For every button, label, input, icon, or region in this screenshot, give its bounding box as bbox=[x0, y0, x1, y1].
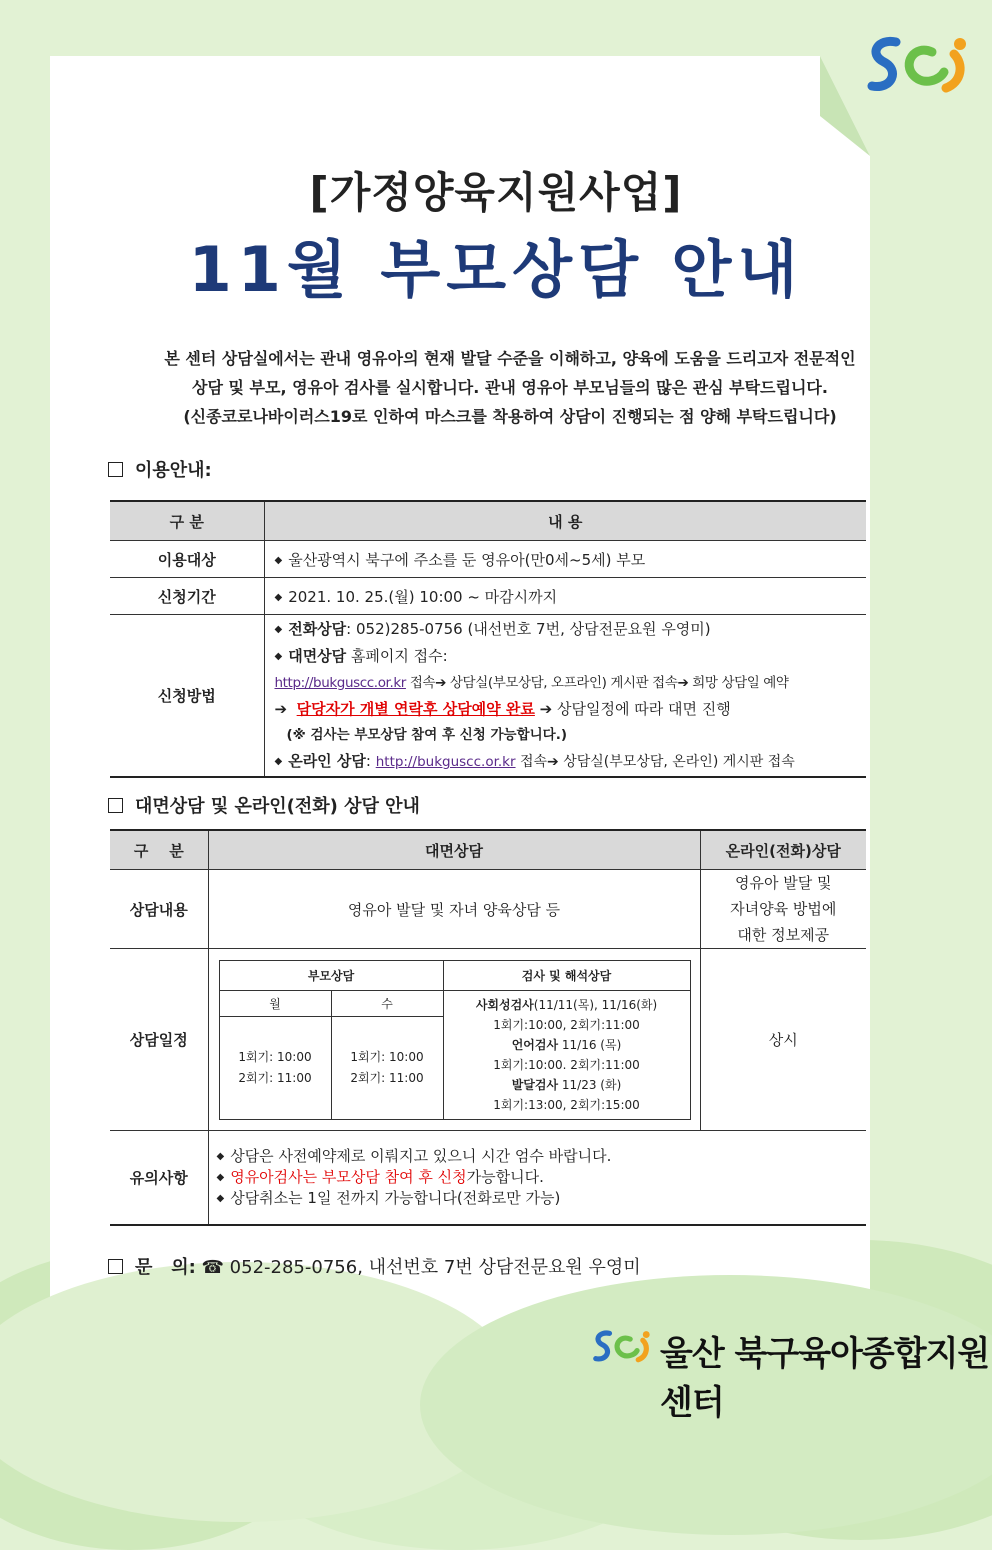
arrow-icon: ➔ bbox=[274, 700, 288, 718]
visit-label: 대면상담 bbox=[288, 647, 347, 665]
test-schedule bbox=[443, 990, 690, 1119]
social-test-label: 사회성검사 bbox=[475, 997, 534, 1012]
contact-phone[interactable]: 052-285-0756 bbox=[229, 1257, 358, 1278]
note-item bbox=[217, 1167, 867, 1188]
row-label: 이용대상 bbox=[110, 541, 264, 578]
section-heading-usage bbox=[108, 456, 212, 482]
intro-line: 본 센터 상담실에서는 관내 영유아의 현재 발달 수준을 이해하고, 양육에 도움을 드리고자 전문적인 bbox=[164, 349, 856, 368]
bullet-diamond-icon: ◆ bbox=[274, 554, 283, 566]
bullet-diamond-icon: ◆ bbox=[274, 591, 283, 603]
bullet-diamond-icon: ◆ bbox=[216, 1150, 225, 1162]
social-test bbox=[444, 995, 690, 1015]
intro-line: (신종코로나바이러스19로 인하여 마스크를 착용하여 상담이 진행되는 점 양해 부탁드립니다) bbox=[183, 407, 837, 426]
contact-text: ➔ 상담일정에 따라 대면 진행 bbox=[539, 700, 731, 718]
contact-line bbox=[108, 1253, 641, 1279]
contact-detail: , 내선번호 7번 상담전문요원 우영미 bbox=[357, 1257, 641, 1278]
intro-line: 상담 및 부모, 영유아 검사를 실시합니다. 관내 영유아 부모님들의 많은 관심 부탁드립니다. bbox=[192, 378, 828, 397]
homepage-link[interactable]: http://bukguscc.or.kr bbox=[375, 754, 516, 770]
section-heading-text: 대면상담 및 온라인(전화) 상담 안내 bbox=[135, 796, 420, 817]
section-heading-counseling bbox=[108, 792, 420, 818]
wednesday-sessions bbox=[331, 1017, 443, 1119]
bullet-diamond-icon: ◆ bbox=[216, 1192, 225, 1204]
schedule-online: 상시 bbox=[700, 949, 866, 1131]
column-header: 온라인(전화)상담 bbox=[700, 830, 866, 870]
method-contact bbox=[275, 696, 867, 722]
row-label: 상담일정 bbox=[110, 949, 208, 1131]
language-test-times: 1회기:10:00. 2회기:11:00 bbox=[493, 1057, 640, 1072]
phone-icon: ☎ bbox=[201, 1257, 224, 1278]
contact-highlight: 담당자가 개별 연락후 상담예약 완료 bbox=[296, 700, 535, 718]
organization-name: 울산 북구육아종합지원센터 bbox=[660, 1334, 990, 1423]
inner-header: 검사 및 해석상담 bbox=[443, 960, 690, 990]
intro-paragraph bbox=[90, 344, 930, 431]
phone-label: 전화상담 bbox=[288, 620, 347, 638]
period-text: 2021. 10. 25.(월) 10:00 ~ 마감시까지 bbox=[288, 587, 558, 606]
usage-table bbox=[110, 500, 866, 778]
bullet-diamond-icon: ◆ bbox=[274, 756, 283, 767]
inner-header: 부모상담 bbox=[219, 960, 443, 990]
title-category: [가정양육지원사업] bbox=[309, 168, 683, 217]
method-online bbox=[275, 748, 867, 775]
page-title: 11월 부모상담 안내 bbox=[188, 233, 804, 306]
row-label: 상담내용 bbox=[110, 870, 208, 949]
note-item bbox=[217, 1146, 867, 1167]
phone-text: : 052)285-0756 (내선번호 7번, 상담전문요원 우영미) bbox=[346, 620, 711, 638]
content-face: 영유아 발달 및 자녀 양육상담 등 bbox=[208, 870, 700, 949]
day-wednesday: 수 bbox=[331, 990, 443, 1017]
session-time: 1회기: 10:00 bbox=[350, 1049, 424, 1064]
checkbox-square-icon bbox=[108, 462, 123, 477]
development-test-label: 발달검사 bbox=[511, 1077, 559, 1092]
content-online-line: 자녀양육 방법에 bbox=[730, 900, 837, 918]
online-label: 온라인 상담 bbox=[288, 752, 366, 770]
online-colon: : bbox=[365, 752, 376, 770]
development-test-dates: 11/23 (화) bbox=[558, 1077, 622, 1092]
bullet-diamond-icon: ◆ bbox=[274, 651, 283, 662]
target-text: 울산광역시 북구에 주소를 둔 영유아(만0세~5세) 부모 bbox=[288, 550, 646, 569]
visit-steps-text: 접속➔ 상담실(부모상담, 오프라인) 게시판 접속➔ 희망 상담일 예약 bbox=[405, 675, 789, 691]
row-label: 신청기간 bbox=[110, 578, 264, 615]
column-header: 구 분 bbox=[110, 830, 208, 870]
column-header: 대면상담 bbox=[208, 830, 700, 870]
session-time: 2회기: 11:00 bbox=[350, 1070, 424, 1085]
center-logo-icon bbox=[590, 1318, 656, 1378]
language-test-label: 언어검사 bbox=[511, 1037, 559, 1052]
development-test-times: 1회기:13:00, 2회기:15:00 bbox=[493, 1097, 640, 1112]
bullet-diamond-icon: ◆ bbox=[274, 624, 283, 635]
language-test bbox=[444, 1035, 690, 1055]
center-logo-icon bbox=[862, 30, 977, 105]
row-value bbox=[264, 541, 866, 578]
row-value bbox=[264, 578, 866, 615]
checkbox-square-icon bbox=[108, 1259, 123, 1274]
note-item bbox=[217, 1188, 867, 1209]
method-phone bbox=[275, 616, 867, 643]
session-time: 2회기: 11:00 bbox=[238, 1070, 312, 1085]
development-test bbox=[444, 1075, 690, 1095]
language-test-dates: 11/16 (목) bbox=[558, 1037, 622, 1052]
visit-text: 홈페이지 접수: bbox=[346, 647, 448, 665]
social-test-dates: (11/11(목), 11/16(화) bbox=[533, 997, 658, 1012]
counseling-table bbox=[110, 829, 866, 1226]
checkbox-square-icon bbox=[108, 798, 123, 813]
social-test-times: 1회기:10:00, 2회기:11:00 bbox=[493, 1017, 640, 1032]
content-online-line: 대한 정보제공 bbox=[737, 926, 830, 944]
content-online bbox=[700, 870, 866, 949]
note-text: 상담취소는 1일 전까지 가능합니다(전화로만 가능) bbox=[230, 1188, 561, 1207]
row-value bbox=[264, 615, 866, 778]
notes-cell bbox=[208, 1131, 866, 1225]
bullet-diamond-icon: ◆ bbox=[216, 1171, 225, 1183]
method-visit-steps bbox=[275, 670, 867, 696]
note-text: 가능합니다. bbox=[466, 1167, 544, 1186]
section-heading-text: 이용안내: bbox=[135, 460, 212, 481]
contact-label: 문 의: bbox=[135, 1257, 196, 1278]
note-highlight: 영유아검사는 부모상담 참여 후 신청 bbox=[230, 1167, 467, 1186]
method-note: (※ 검사는 부모상담 참여 후 신청 가능합니다.) bbox=[286, 727, 567, 743]
session-time: 1회기: 10:00 bbox=[238, 1049, 312, 1064]
column-header: 구 분 bbox=[110, 501, 264, 541]
schedule-inner-table bbox=[219, 960, 691, 1120]
column-header: 내 용 bbox=[264, 501, 866, 541]
schedule-face bbox=[208, 949, 700, 1131]
note-text: 상담은 사전예약제로 이뤄지고 있으니 시간 엄수 바랍니다. bbox=[230, 1146, 612, 1165]
method-visit bbox=[275, 643, 867, 670]
row-label: 신청방법 bbox=[110, 615, 264, 778]
monday-sessions bbox=[219, 1017, 331, 1119]
online-text: 접속➔ 상담실(부모상담, 온라인) 게시판 접속 bbox=[515, 754, 795, 770]
content-online-line: 영유아 발달 및 bbox=[735, 874, 832, 892]
day-monday: 월 bbox=[219, 990, 331, 1017]
row-label: 유의사항 bbox=[110, 1131, 208, 1225]
homepage-link[interactable]: http://bukguscc.or.kr bbox=[274, 675, 406, 691]
